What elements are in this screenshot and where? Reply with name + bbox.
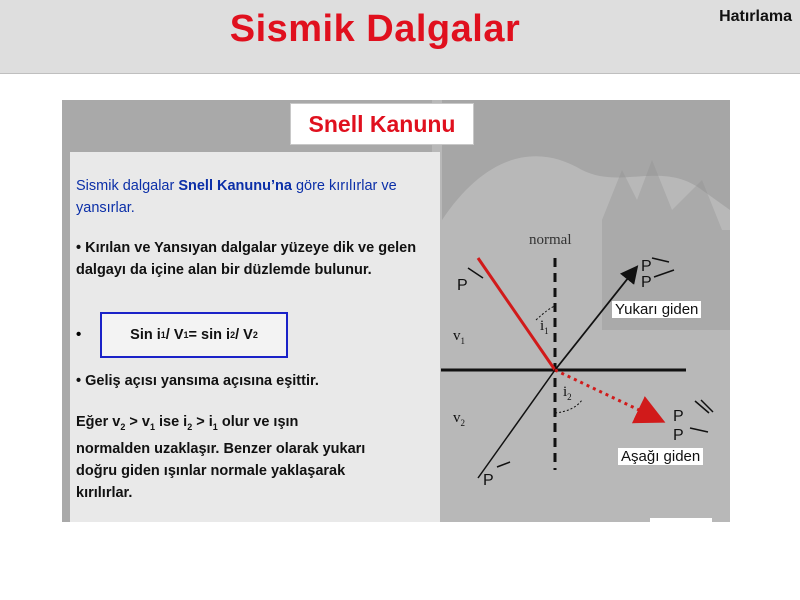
bullet-reflection: • Geliş açısı yansıma açısına eşittir. — [76, 373, 319, 389]
upgoing-ray — [555, 268, 636, 370]
caption-strip — [650, 518, 712, 524]
formula-part: / V — [165, 327, 184, 343]
formula-bullet: • — [76, 326, 82, 343]
intro-text: Sismik dalgalar — [76, 178, 179, 194]
lower-ray — [478, 370, 555, 478]
formula-sub: 2 — [252, 330, 258, 340]
tick-mark — [690, 428, 708, 432]
panel-heading: Snell Kanunu — [290, 103, 474, 145]
intro-highlight: Snell Kanunu’na — [178, 178, 292, 194]
i2-label — [563, 384, 572, 402]
formula-sub: 1 — [183, 330, 189, 340]
p-up-label-b: P — [641, 274, 652, 291]
v1-text: v — [453, 328, 461, 344]
v2-text: v — [453, 410, 461, 426]
i1-label — [540, 318, 549, 336]
tick-mark — [654, 270, 674, 277]
p-incident-label: P — [457, 277, 468, 294]
tick-mark — [695, 401, 709, 413]
conclusion-sub: 2 — [187, 421, 193, 432]
i1-text: i — [540, 318, 545, 334]
formula-part: = sin i — [188, 327, 231, 343]
bullet-planes: • Kırılan ve Yansıyan dalgalar yüzeye dik ve gelen dalgayı da içine alan bir düzlemde bulunur. — [76, 240, 417, 278]
intro-text-end: göre kırılırlar ve yansırlar. — [76, 178, 397, 216]
formula-part: / V — [235, 327, 253, 343]
conclusion-part: olur ve ışın normalden uzaklaşır. Benzer olarak yukarı doğru giden ışınlar normale yaklaşarak kırılırlar. — [76, 414, 366, 501]
conclusion-sub: 2 — [120, 421, 126, 432]
slide-tag: Hatırlama — [719, 8, 792, 25]
conclusion-part: > i — [192, 414, 213, 430]
tick-mark — [652, 258, 669, 262]
i2-text: i — [563, 384, 568, 400]
slide-title: Sismik Dalgalar — [229, 8, 521, 50]
i1-sub: 1 — [544, 326, 549, 336]
formula-part: Sin i — [130, 327, 161, 343]
v1-label — [453, 328, 465, 346]
formula-sub: 1 — [160, 330, 166, 340]
v2-sub: 2 — [460, 418, 465, 428]
downgoing-caption: Aşağı giden — [618, 448, 703, 465]
normal-label: normal — [529, 232, 572, 248]
conclusion-sub: 1 — [212, 421, 218, 432]
p-up-label-a: P — [641, 258, 652, 275]
p-bottom-label: P — [483, 472, 494, 489]
conclusion-part: > v — [125, 414, 150, 430]
i2-sub: 2 — [567, 392, 572, 402]
v1-sub: 1 — [460, 336, 465, 346]
upgoing-caption: Yukarı giden — [612, 301, 701, 318]
formula-sub: 2 — [230, 330, 236, 340]
conclusion-sub: 1 — [149, 421, 155, 432]
p-down-label-a: P — [673, 408, 684, 425]
tick-mark — [497, 462, 510, 467]
tick-mark — [468, 268, 483, 278]
conclusion-part: ise i — [154, 414, 188, 430]
p-down-label-b: P — [673, 427, 684, 444]
conclusion-part: Eğer v — [76, 414, 121, 430]
v2-label — [453, 410, 465, 428]
tick-mark — [701, 400, 713, 412]
